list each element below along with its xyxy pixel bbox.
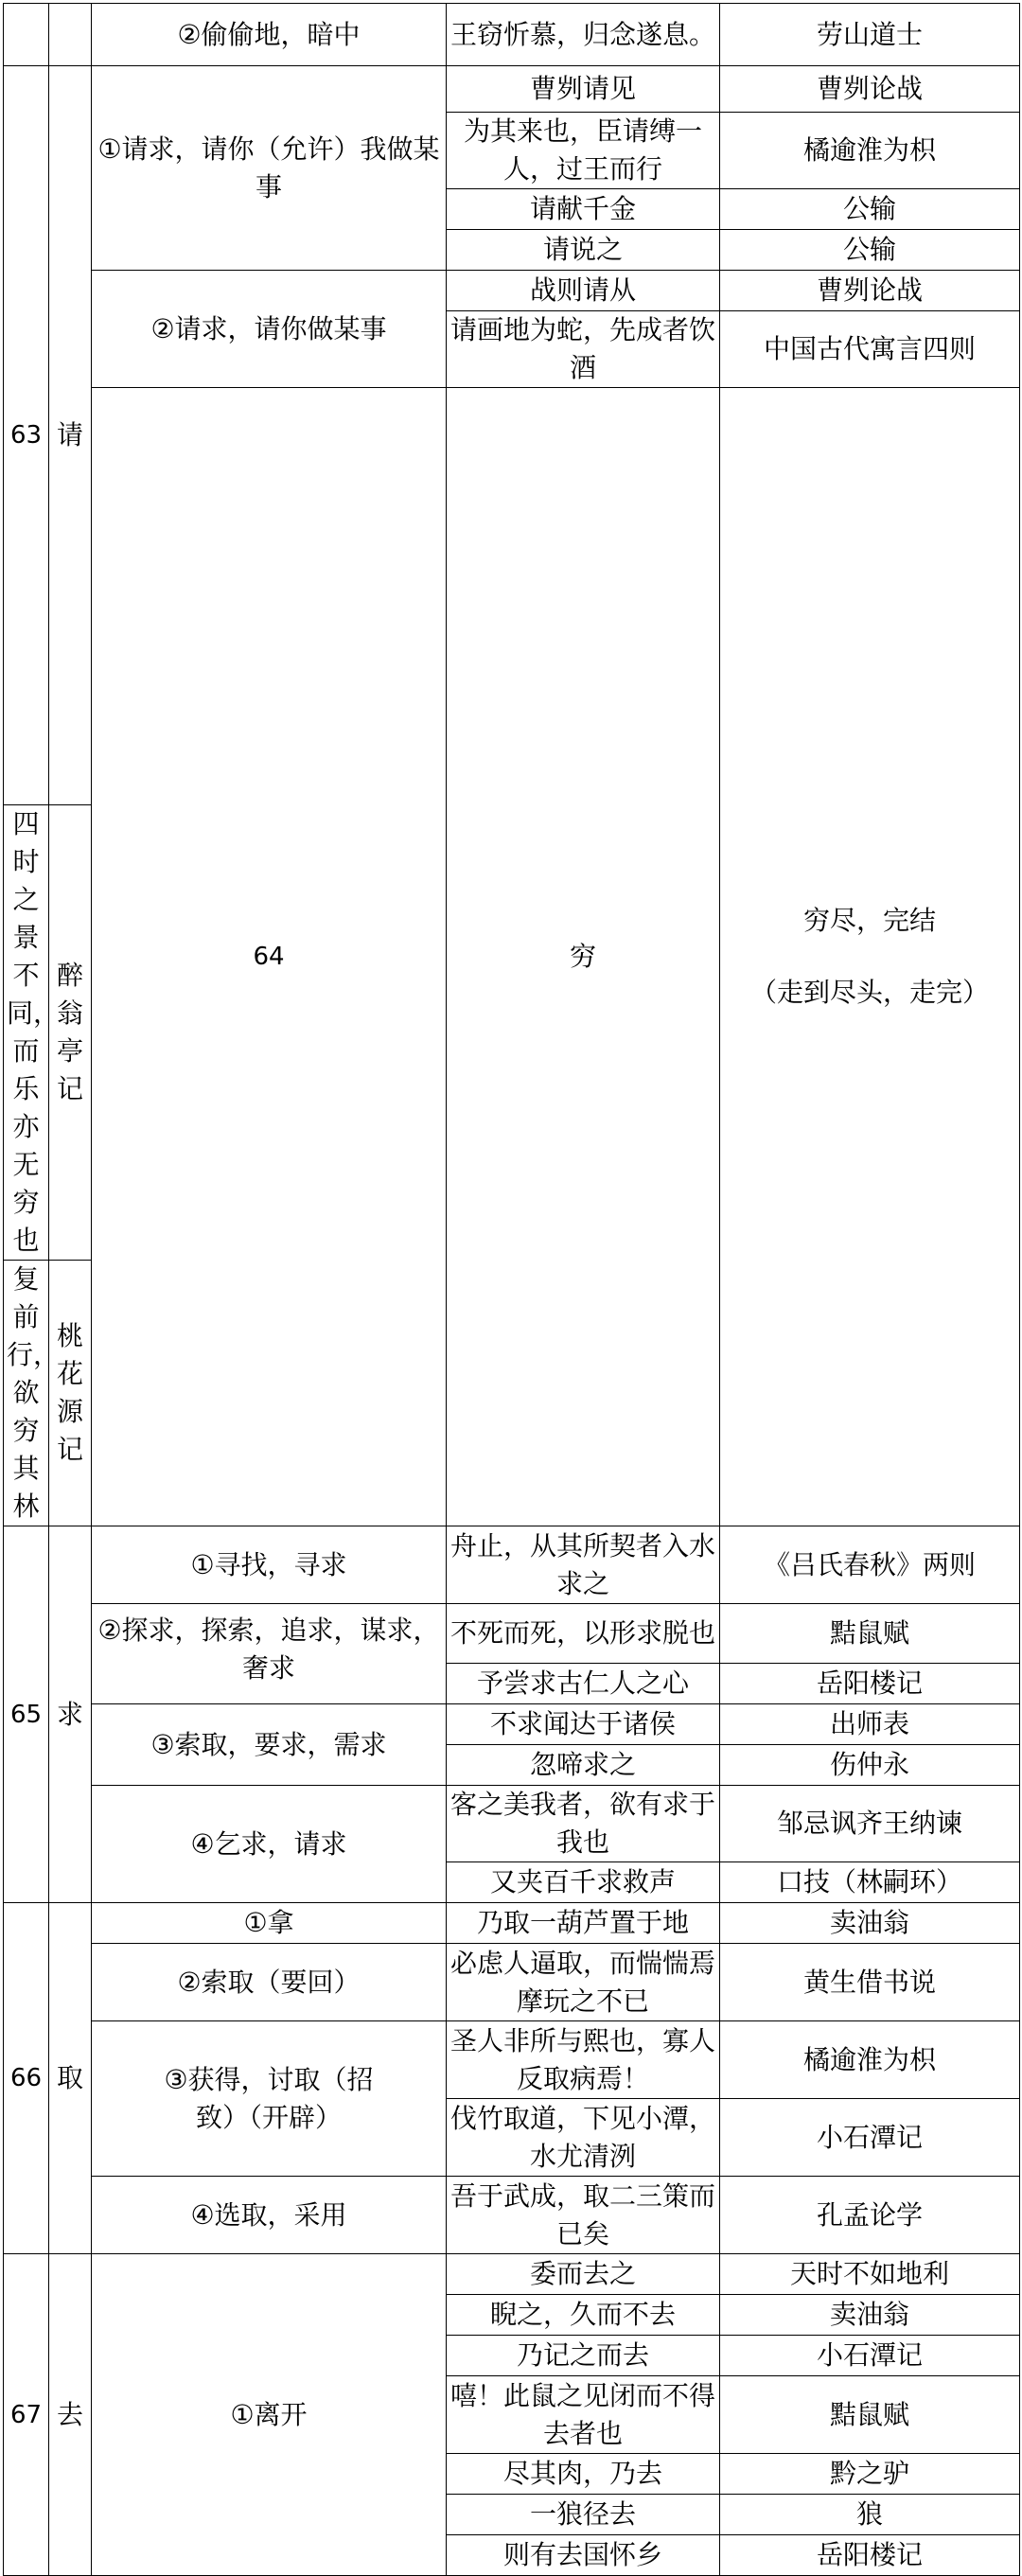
example-cell: 舟止，从其所契者入水求之	[447, 1526, 720, 1604]
example-cell: 睨之，久而不去	[447, 2295, 720, 2336]
entry-character: 求	[49, 1526, 92, 1903]
sense-meaning-extra: （走到尽头，走完）	[749, 977, 989, 1008]
example-cell: 复前行，欲穷其林	[4, 1261, 49, 1526]
entry-character: 穷	[447, 388, 720, 1526]
example-cell: 四时之景不同，而乐亦无穷也	[4, 805, 49, 1261]
source-cell: 桃花源记	[49, 1261, 92, 1526]
sense-cell: ③获得，讨取（招致）（开辟）	[92, 2021, 447, 2177]
sense-cell: ④选取，采用	[92, 2177, 447, 2254]
source-cell: 橘逾淮为枳	[720, 2021, 1020, 2099]
example-cell: 曹刿请见	[447, 66, 720, 113]
example-cell: 乃取一葫芦置于地	[447, 1903, 720, 1944]
source-cell: 小石潭记	[720, 2336, 1020, 2376]
classical-chinese-vocab-table	[3, 3, 1020, 2576]
example-cell: 请献千金	[447, 189, 720, 230]
source-cell: 黔之驴	[720, 2454, 1020, 2495]
example-cell: 不求闻达于诸侯	[447, 1704, 720, 1745]
example-cell: 则有去国怀乡	[447, 2535, 720, 2576]
example-cell: 请说之	[447, 230, 720, 271]
source-cell: 黠鼠赋	[720, 2376, 1020, 2454]
source-cell: 出师表	[720, 1704, 1020, 1745]
table-row	[4, 4, 1020, 66]
example-cell: 客之美我者，欲有求于我也	[447, 1786, 720, 1862]
example-cell: 嘻！此鼠之见闭而不得去者也	[447, 2376, 720, 2454]
example-cell: 忽啼求之	[447, 1745, 720, 1786]
entry-character: 请	[49, 66, 92, 805]
table-row	[4, 1704, 1020, 1745]
source-cell: 天时不如地利	[720, 2254, 1020, 2295]
example-cell: 战则请从	[447, 271, 720, 311]
sense-cell: ①离开	[92, 2254, 447, 2576]
source-cell: 醉翁亭记	[49, 805, 92, 1261]
source-cell: 黄生借书说	[720, 1944, 1020, 2021]
source-cell: 卖油翁	[720, 1903, 1020, 1944]
entry-char-cell	[49, 4, 92, 66]
source-cell: 孔孟论学	[720, 2177, 1020, 2254]
entry-number: 67	[4, 2254, 49, 2576]
table-row	[4, 1526, 1020, 1604]
entry-character: 去	[49, 2254, 92, 2576]
source-cell: 公输	[720, 189, 1020, 230]
entry-number: 64	[92, 388, 447, 1526]
table-row	[4, 66, 1020, 113]
entry-number: 65	[4, 1526, 49, 1903]
source-cell: 《吕氏春秋》两则	[720, 1526, 1020, 1604]
table-row	[4, 1604, 1020, 1664]
source-cell: 曹刿论战	[720, 271, 1020, 311]
source-cell: 中国古代寓言四则	[720, 311, 1020, 388]
table-row	[4, 1903, 1020, 1944]
source-cell: 橘逾淮为枳	[720, 113, 1020, 189]
table-row	[4, 1944, 1020, 2021]
source-cell: 狼	[720, 2495, 1020, 2535]
table-row	[4, 2021, 1020, 2099]
sense-cell: ②索取（要回）	[92, 1944, 447, 2021]
source-cell: 伤仲永	[720, 1745, 1020, 1786]
example-cell: 乃记之而去	[447, 2336, 720, 2376]
sense-meaning: 穷尽，完结	[802, 905, 936, 936]
source-cell: 劳山道士	[720, 4, 1020, 66]
source-cell: 口技（林嗣环）	[720, 1862, 1020, 1903]
entry-character: 取	[49, 1903, 92, 2254]
example-cell: 尽其肉，乃去	[447, 2454, 720, 2495]
source-cell: 邹忌讽齐王纳谏	[720, 1786, 1020, 1862]
table-row	[4, 2177, 1020, 2254]
example-cell: 一狼径去	[447, 2495, 720, 2535]
example-cell: 又夹百千求救声	[447, 1862, 720, 1903]
sense-cell: ②偷偷地，暗中	[92, 4, 447, 66]
table-row	[4, 388, 1020, 805]
sense-cell	[720, 388, 1020, 1526]
source-cell: 黠鼠赋	[720, 1604, 1020, 1664]
example-cell: 吾于武成，取二三策而已矣	[447, 2177, 720, 2254]
sense-cell: ②探求，探索，追求，谋求，奢求	[92, 1604, 447, 1704]
example-cell: 予尝求古仁人之心	[447, 1664, 720, 1704]
example-cell: 必虑人逼取，而惴惴焉摩玩之不已	[447, 1944, 720, 2021]
example-cell: 王窃忻慕，归念遂息。	[447, 4, 720, 66]
sense-cell: ②请求，请你做某事	[92, 271, 447, 388]
example-cell: 圣人非所与熙也，寡人反取病焉！	[447, 2021, 720, 2099]
source-cell: 公输	[720, 230, 1020, 271]
source-cell: 小石潭记	[720, 2099, 1020, 2177]
source-cell: 岳阳楼记	[720, 2535, 1020, 2576]
table-row	[4, 271, 1020, 311]
example-cell: 伐竹取道，下见小潭，水尤清洌	[447, 2099, 720, 2177]
entry-number-cell	[4, 4, 49, 66]
example-cell: 委而去之	[447, 2254, 720, 2295]
sense-cell: ①拿	[92, 1903, 447, 1944]
sense-cell: ①寻找，寻求	[92, 1526, 447, 1604]
sense-cell: ③索取，要求，需求	[92, 1704, 447, 1786]
example-cell: 请画地为蛇，先成者饮酒	[447, 311, 720, 388]
source-cell: 岳阳楼记	[720, 1664, 1020, 1704]
source-cell: 卖油翁	[720, 2295, 1020, 2336]
entry-number: 63	[4, 66, 49, 805]
source-cell: 曹刿论战	[720, 66, 1020, 113]
example-cell: 为其来也，臣请缚一人，过王而行	[447, 113, 720, 189]
example-cell: 不死而死，以形求脱也	[447, 1604, 720, 1664]
table-row	[4, 1786, 1020, 1862]
sense-cell: ④乞求，请求	[92, 1786, 447, 1903]
table-row	[4, 2254, 1020, 2295]
entry-number: 66	[4, 1903, 49, 2254]
sense-cell: ①请求，请你（允许）我做某事	[92, 66, 447, 271]
